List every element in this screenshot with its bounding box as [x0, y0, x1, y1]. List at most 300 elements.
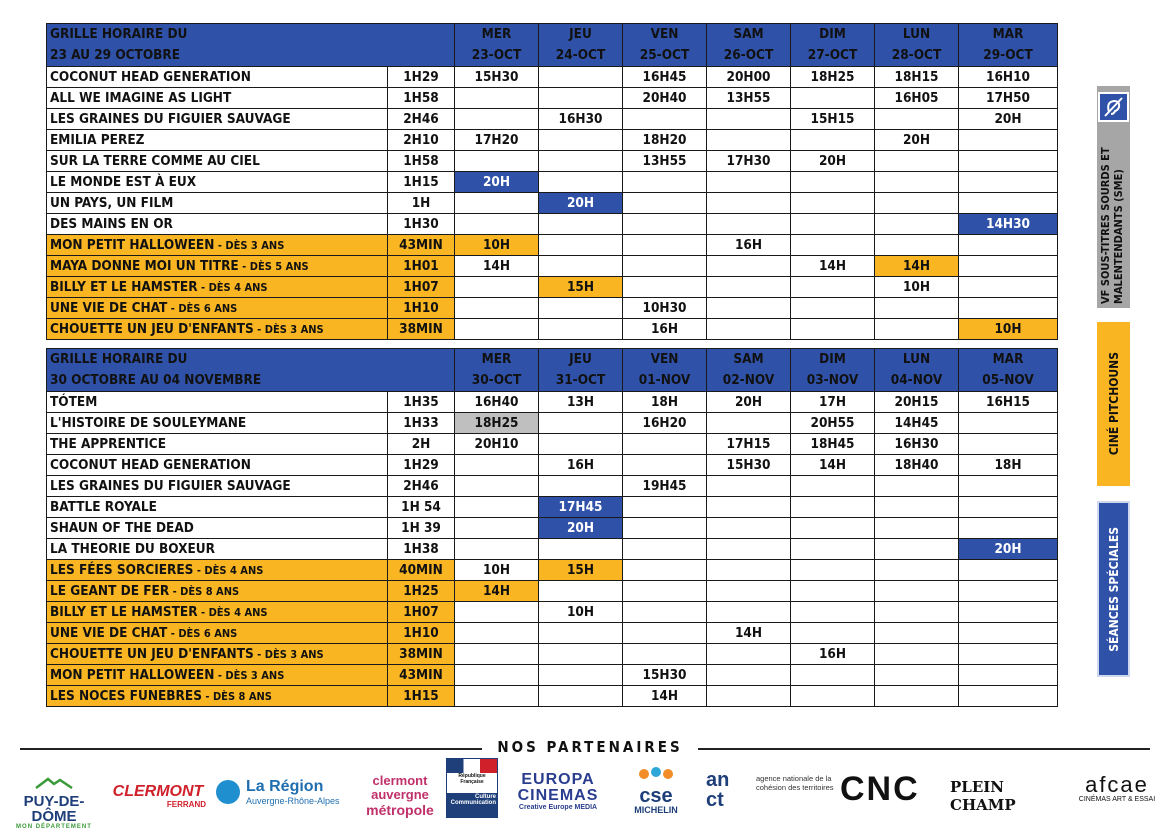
- showtime-cell: [791, 235, 875, 256]
- film-row: [47, 392, 1058, 413]
- showtime-cell: 14H: [875, 256, 959, 277]
- film-row: [47, 602, 1058, 623]
- showtime-cell: [875, 665, 959, 686]
- legend-speciales: [1097, 501, 1130, 677]
- film-row: [47, 235, 1058, 256]
- showtime-cell: [623, 235, 707, 256]
- logo-puy-de-dome: PUY-DE-DÔME MON DÉPARTEMENT: [6, 776, 102, 830]
- film-row: [47, 518, 1058, 539]
- showtime-cell: [959, 193, 1058, 214]
- showtime-cell: [791, 518, 875, 539]
- showtime-cell: 20H: [707, 392, 791, 413]
- showtime-cell: [623, 581, 707, 602]
- showtime-cell: [791, 319, 875, 340]
- film-duration: 1H29: [388, 455, 455, 476]
- showtime-cell: [455, 277, 539, 298]
- showtime-cell: 20H15: [875, 392, 959, 413]
- day-name: JEU: [569, 26, 592, 42]
- day-date: 30-OCT: [471, 372, 522, 388]
- showtime-cell: [959, 298, 1058, 319]
- day-date: 03-NOV: [806, 372, 859, 388]
- film-title-cell: [47, 130, 388, 151]
- film-title: MON PETIT HALLOWEEN: [50, 237, 215, 253]
- day-date: 25-OCT: [639, 47, 690, 63]
- showtime-cell: [623, 277, 707, 298]
- film-duration: 1H15: [388, 686, 455, 707]
- showtime-cell: [455, 602, 539, 623]
- logo-cnc: CNC: [840, 770, 920, 808]
- film-title-cell: [47, 497, 388, 518]
- ear-icon: [1098, 92, 1129, 122]
- showtime-cell: [959, 602, 1058, 623]
- legend-pitchouns: [1097, 322, 1130, 486]
- film-title-cell: [47, 392, 388, 413]
- film-duration: 40MIN: [388, 560, 455, 581]
- film-title: LES NOCES FUNEBRES: [50, 688, 202, 704]
- showtime-cell: [959, 644, 1058, 665]
- film-title: UNE VIE DE CHAT: [50, 300, 168, 316]
- day-name: MAR: [992, 351, 1024, 367]
- showtime-cell: [455, 88, 539, 109]
- showtime-cell: [539, 539, 623, 560]
- showtime-cell: [707, 665, 791, 686]
- showtime-cell: [707, 193, 791, 214]
- region-icon: [216, 780, 240, 804]
- film-title: LES GRAINES DU FIGUIER SAUVAGE: [50, 111, 291, 127]
- day-date: 04-NOV: [890, 372, 943, 388]
- film-title: CHOUETTE UN JEU D'ENFANTS: [50, 321, 254, 337]
- film-title: SHAUN OF THE DEAD: [50, 520, 194, 536]
- film-duration: 38MIN: [388, 319, 455, 340]
- film-title-cell: [47, 235, 388, 256]
- showtime-cell: [455, 644, 539, 665]
- showtime-cell: [623, 539, 707, 560]
- film-age: - DÈS 8 ANS: [169, 585, 240, 598]
- showtime-cell: [539, 644, 623, 665]
- film-row: [47, 413, 1058, 434]
- showtime-cell: 14H: [791, 256, 875, 277]
- showtime-cell: 16H: [623, 319, 707, 340]
- film-duration: 43MIN: [388, 665, 455, 686]
- day-name: LUN: [902, 351, 931, 367]
- showtime-cell: [707, 298, 791, 319]
- showtime-cell: [623, 644, 707, 665]
- logo-ministere-culture: République Française Culture Communication: [446, 758, 498, 818]
- film-duration: 1H38: [388, 539, 455, 560]
- showtime-cell: [875, 476, 959, 497]
- showtime-cell: 16H10: [959, 67, 1058, 88]
- film-title-cell: [47, 581, 388, 602]
- logo-clermont-ferrand: CLERMONT FERRAND: [112, 783, 206, 809]
- film-duration: 2H46: [388, 109, 455, 130]
- showtime-cell: 20H: [539, 518, 623, 539]
- day-name: MAR: [992, 26, 1024, 42]
- showtime-cell: [875, 623, 959, 644]
- showtime-cell: [455, 497, 539, 518]
- showtime-cell: 20H: [959, 539, 1058, 560]
- day-name: MER: [481, 351, 512, 367]
- film-title: LES GRAINES DU FIGUIER SAUVAGE: [50, 478, 291, 494]
- logo-region-aura: La Région Auvergne-Rhône-Alpes: [216, 778, 358, 806]
- film-title-cell: [47, 151, 388, 172]
- day-date: 27-OCT: [807, 47, 858, 63]
- day-header: [791, 349, 875, 392]
- day-header: [539, 349, 623, 392]
- showtime-cell: 18H: [959, 455, 1058, 476]
- divider-left: [20, 748, 482, 750]
- showtime-cell: 16H: [539, 455, 623, 476]
- showtime-cell: [623, 109, 707, 130]
- film-row: [47, 539, 1058, 560]
- showtime-cell: [707, 214, 791, 235]
- day-name: DIM: [819, 351, 846, 367]
- film-title-cell: [47, 518, 388, 539]
- showtime-cell: [875, 686, 959, 707]
- day-header: [707, 24, 791, 67]
- showtime-cell: 13H55: [707, 88, 791, 109]
- film-duration: 1H10: [388, 298, 455, 319]
- film-title: COCONUT HEAD GENERATION: [50, 69, 251, 85]
- showtime-cell: [707, 319, 791, 340]
- film-title-cell: [47, 214, 388, 235]
- showtime-cell: [959, 560, 1058, 581]
- film-title: DES MAINS EN OR: [50, 216, 173, 232]
- showtime-cell: [791, 623, 875, 644]
- showtime-cell: [539, 665, 623, 686]
- film-duration: 1H25: [388, 581, 455, 602]
- day-header: [875, 349, 959, 392]
- showtime-cell: [455, 151, 539, 172]
- film-age: - DÈS 3 ANS: [253, 323, 324, 336]
- showtime-cell: 10H: [455, 235, 539, 256]
- showtime-cell: 14H: [455, 581, 539, 602]
- showtime-cell: 16H: [791, 644, 875, 665]
- logo-europa-cinemas: EUROPA CINEMAS Creative Europe MEDIA: [517, 771, 599, 811]
- showtime-cell: 18H40: [875, 455, 959, 476]
- film-age: - DÈS 6 ANS: [167, 627, 238, 640]
- film-row: [47, 623, 1058, 644]
- showtime-cell: 16H15: [959, 392, 1058, 413]
- legend-sme-label: VF SOUS-TITRES SOURDS ET MALENTENDANTS (SME): [1098, 147, 1125, 304]
- film-title-cell: [47, 434, 388, 455]
- grid-title: [47, 24, 455, 67]
- showtime-cell: [791, 539, 875, 560]
- showtime-cell: 18H15: [875, 67, 959, 88]
- showtime-cell: [455, 214, 539, 235]
- showtime-cell: [455, 109, 539, 130]
- showtime-cell: [875, 235, 959, 256]
- showtime-cell: 20H: [959, 109, 1058, 130]
- day-name: DIM: [819, 26, 846, 42]
- film-duration: 2H: [388, 434, 455, 455]
- day-date: 31-OCT: [555, 372, 606, 388]
- showtime-cell: [875, 518, 959, 539]
- showtime-cell: 16H: [707, 235, 791, 256]
- film-title-cell: [47, 602, 388, 623]
- film-title-cell: [47, 172, 388, 193]
- day-name: VEN: [650, 351, 679, 367]
- film-row: [47, 581, 1058, 602]
- showtime-cell: [707, 130, 791, 151]
- showtime-cell: [623, 497, 707, 518]
- showtime-cell: [539, 434, 623, 455]
- grid-title-line1: GRILLE HORAIRE DU: [50, 351, 188, 367]
- showtime-cell: 17H20: [455, 130, 539, 151]
- film-title: MAYA DONNE MOI UN TITRE: [50, 258, 239, 274]
- showtime-cell: [623, 455, 707, 476]
- header-row: [47, 349, 1058, 392]
- showtime-cell: [959, 151, 1058, 172]
- showtime-cell: [959, 172, 1058, 193]
- showtime-cell: [875, 581, 959, 602]
- showtime-cell: [791, 214, 875, 235]
- showtime-cell: [539, 130, 623, 151]
- film-row: [47, 644, 1058, 665]
- showtime-cell: 14H30: [959, 214, 1058, 235]
- showtime-cell: [707, 581, 791, 602]
- showtime-cell: [959, 623, 1058, 644]
- showtime-cell: 17H: [791, 392, 875, 413]
- film-duration: 1H33: [388, 413, 455, 434]
- film-age: - DÈS 4 ANS: [197, 281, 268, 294]
- film-duration: 1H 54: [388, 497, 455, 518]
- showtime-cell: [623, 602, 707, 623]
- film-age: - DÈS 5 ANS: [238, 260, 309, 273]
- showtime-cell: 18H20: [623, 130, 707, 151]
- showtime-cell: [791, 476, 875, 497]
- showtime-cell: [623, 214, 707, 235]
- showtime-cell: [959, 434, 1058, 455]
- film-title-cell: [47, 539, 388, 560]
- film-title-cell: [47, 67, 388, 88]
- showtime-cell: [623, 434, 707, 455]
- showtime-cell: 16H30: [875, 434, 959, 455]
- showtime-cell: [875, 602, 959, 623]
- film-age: - DÈS 8 ANS: [201, 690, 272, 703]
- showtime-cell: 16H20: [623, 413, 707, 434]
- film-duration: 1H30: [388, 214, 455, 235]
- showtime-cell: [959, 497, 1058, 518]
- film-duration: 1H15: [388, 172, 455, 193]
- grid-title-line1: GRILLE HORAIRE DU: [50, 26, 188, 42]
- film-title-cell: [47, 413, 388, 434]
- showtime-cell: [707, 560, 791, 581]
- day-date: 23-OCT: [471, 47, 522, 63]
- film-row: [47, 67, 1058, 88]
- film-duration: 1H 39: [388, 518, 455, 539]
- day-header: [539, 24, 623, 67]
- grid-title-line2: 23 AU 29 OCTOBRE: [50, 47, 181, 63]
- film-title-cell: [47, 277, 388, 298]
- day-header: [959, 349, 1058, 392]
- day-header: [959, 24, 1058, 67]
- film-row: [47, 109, 1058, 130]
- film-row: [47, 560, 1058, 581]
- partners-title: NOS PARTENAIRES: [497, 738, 683, 756]
- showtime-cell: [623, 623, 707, 644]
- film-title-cell: [47, 644, 388, 665]
- showtime-cell: [875, 109, 959, 130]
- showtime-cell: [959, 518, 1058, 539]
- people-icon: [636, 766, 676, 782]
- showtime-cell: 10H: [539, 602, 623, 623]
- legend-pitchouns-label: CINÉ PITCHOUNS: [1106, 352, 1121, 456]
- showtime-cell: 13H55: [623, 151, 707, 172]
- film-duration: 2H10: [388, 130, 455, 151]
- film-title: LA THEORIE DU BOXEUR: [50, 541, 215, 557]
- film-duration: 1H58: [388, 88, 455, 109]
- film-title-cell: [47, 109, 388, 130]
- showtime-cell: [791, 88, 875, 109]
- mountain-icon: [34, 777, 74, 789]
- film-title-cell: [47, 256, 388, 277]
- showtime-cell: [539, 235, 623, 256]
- showtime-cell: 15H: [539, 277, 623, 298]
- showtime-cell: [539, 623, 623, 644]
- film-age: - DÈS 3 ANS: [214, 669, 285, 682]
- film-title-cell: [47, 88, 388, 109]
- day-header: [707, 349, 791, 392]
- film-title: MON PETIT HALLOWEEN: [50, 667, 215, 683]
- film-title-cell: [47, 455, 388, 476]
- showtime-cell: 20H: [455, 172, 539, 193]
- showtime-cell: 15H15: [791, 109, 875, 130]
- film-row: [47, 88, 1058, 109]
- showtime-cell: [791, 130, 875, 151]
- showtime-cell: [455, 665, 539, 686]
- film-title: BILLY ET LE HAMSTER: [50, 279, 198, 295]
- showtime-cell: [791, 686, 875, 707]
- showtime-cell: [707, 109, 791, 130]
- film-age: - DÈS 3 ANS: [214, 239, 285, 252]
- showtime-cell: [875, 644, 959, 665]
- showtime-cell: 20H: [875, 130, 959, 151]
- film-title-cell: [47, 476, 388, 497]
- showtime-cell: [959, 235, 1058, 256]
- film-row: [47, 497, 1058, 518]
- showtime-cell: [875, 539, 959, 560]
- film-row: [47, 193, 1058, 214]
- showtime-cell: [791, 193, 875, 214]
- film-duration: 1H: [388, 193, 455, 214]
- logo-plein-champ: PLEIN CHAMP: [950, 778, 1016, 814]
- film-title: LES FÉES SORCIERES: [50, 562, 194, 578]
- film-title: TÓTEM: [50, 394, 98, 410]
- showtime-cell: [455, 298, 539, 319]
- film-title: ALL WE IMAGINE AS LIGHT: [50, 90, 232, 106]
- showtime-cell: [791, 172, 875, 193]
- film-row: [47, 455, 1058, 476]
- showtime-cell: 10H: [959, 319, 1058, 340]
- film-title-cell: [47, 560, 388, 581]
- showtime-cell: 18H45: [791, 434, 875, 455]
- film-title-cell: [47, 319, 388, 340]
- showtime-cell: [791, 560, 875, 581]
- film-row: [47, 476, 1058, 497]
- film-duration: 1H29: [388, 67, 455, 88]
- day-date: 05-NOV: [982, 372, 1034, 388]
- showtime-cell: 14H: [791, 455, 875, 476]
- day-name: SAM: [733, 26, 764, 42]
- film-title-cell: [47, 623, 388, 644]
- film-duration: 1H58: [388, 151, 455, 172]
- showtime-cell: [707, 277, 791, 298]
- film-duration: 43MIN: [388, 235, 455, 256]
- showtime-cell: [707, 172, 791, 193]
- film-title-cell: [47, 193, 388, 214]
- day-date: 29-OCT: [983, 47, 1033, 63]
- film-age: - DÈS 6 ANS: [167, 302, 238, 315]
- film-title: L'HISTOIRE DE SOULEYMANE: [50, 415, 247, 431]
- day-name: LUN: [902, 26, 931, 42]
- showtime-cell: 14H: [455, 256, 539, 277]
- showtime-cell: 18H25: [455, 413, 539, 434]
- showtime-cell: 16H40: [455, 392, 539, 413]
- showtime-cell: 17H45: [539, 497, 623, 518]
- film-title: EMILIA PEREZ: [50, 132, 145, 148]
- showtime-cell: [539, 413, 623, 434]
- showtime-cell: [455, 193, 539, 214]
- showtime-cell: [455, 539, 539, 560]
- showtime-cell: 20H10: [455, 434, 539, 455]
- showtime-cell: [959, 130, 1058, 151]
- film-duration: 1H07: [388, 602, 455, 623]
- showtime-cell: 14H45: [875, 413, 959, 434]
- film-row: [47, 298, 1058, 319]
- showtime-cell: [539, 319, 623, 340]
- showtime-cell: [455, 686, 539, 707]
- film-title: LE MONDE EST À EUX: [50, 174, 197, 190]
- film-row: [47, 319, 1058, 340]
- day-name: VEN: [650, 26, 679, 42]
- showtime-cell: 18H25: [791, 67, 875, 88]
- day-header: [455, 349, 539, 392]
- showtime-cell: 15H30: [623, 665, 707, 686]
- showtime-cell: [959, 476, 1058, 497]
- day-header: [875, 24, 959, 67]
- showtime-cell: [875, 319, 959, 340]
- film-row: [47, 256, 1058, 277]
- film-title: THE APPRENTICE: [50, 436, 167, 452]
- showtime-cell: [539, 172, 623, 193]
- film-title: BATTLE ROYALE: [50, 499, 157, 515]
- day-date: 24-OCT: [555, 47, 606, 63]
- film-title: BILLY ET LE HAMSTER: [50, 604, 198, 620]
- showtime-cell: [539, 686, 623, 707]
- film-row: [47, 665, 1058, 686]
- showtime-cell: [791, 497, 875, 518]
- logo-cse-michelin: cse MICHELIN: [614, 766, 698, 815]
- showtime-cell: 20H: [791, 151, 875, 172]
- showtime-cell: [875, 298, 959, 319]
- showtime-cell: 15H30: [455, 67, 539, 88]
- film-duration: 2H46: [388, 476, 455, 497]
- showtime-cell: [623, 256, 707, 277]
- showtime-cell: [455, 319, 539, 340]
- schedule-table-week1: [46, 23, 1058, 340]
- showtime-cell: 18H: [623, 392, 707, 413]
- showtime-cell: [707, 644, 791, 665]
- french-flag-icon: [447, 759, 497, 773]
- showtime-cell: [791, 581, 875, 602]
- day-header: [791, 24, 875, 67]
- showtime-cell: [455, 623, 539, 644]
- showtime-cell: [875, 497, 959, 518]
- showtime-cell: [623, 560, 707, 581]
- film-row: [47, 434, 1058, 455]
- showtime-cell: 10H: [455, 560, 539, 581]
- day-name: SAM: [733, 351, 764, 367]
